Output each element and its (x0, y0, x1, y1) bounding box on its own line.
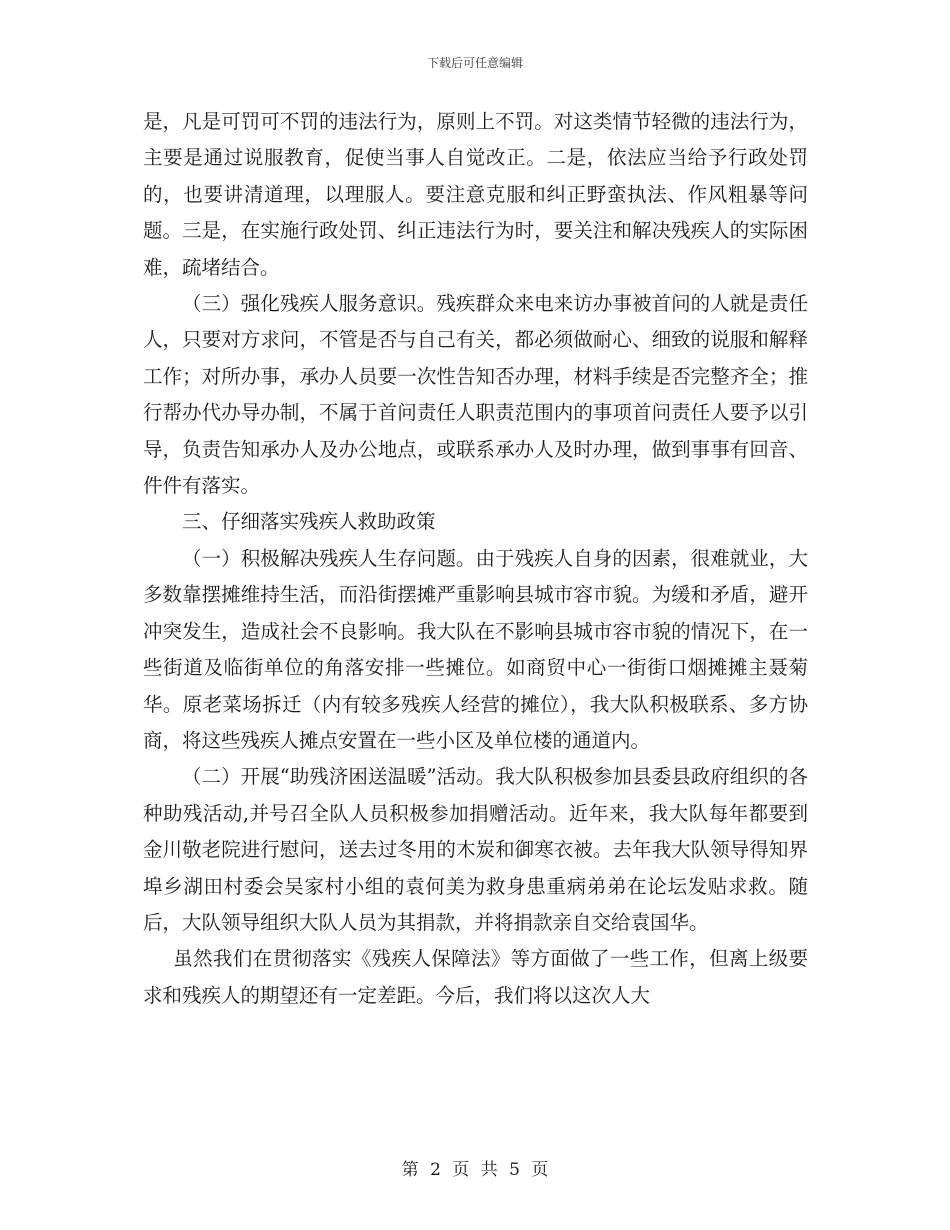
paragraph-survival-issues: （一）积极解决残疾人生存问题。由于残疾人自身的因素，很难就业，大多数靠摆摊维持生活，而沿街摆摊严重影响县城市容市貌。为缓和矛盾，避开冲突发生，造成社会不良影响。我大队在不影响县城市容市貌的情况下，在一些街道及临街单位的角落安排一些摊位。如商贸中心一街街口烟摊摊主聂菊华。原老菜场拆迁（内有较多残疾人经营的摊位），我大队积极联系、多方协商，将这些残疾人摊点安置在一些小区及单位楼的通道内。 (143, 546, 808, 752)
page-header: 下载后可任意编辑 (426, 56, 523, 70)
document-body (143, 104, 808, 1014)
paragraph-continuation: 是，凡是可罚可不罚的违法行为，原则上不罚。对这类情节轻微的违法行为，主要是通过说服教育，促使当事人自觉改正。二是，依法应当给予行政处罚的，也要讲清道理，以理服人。要注意克服和纠正野蛮执法、作风粗暴等问题。三是，在实施行政处罚、纠正违法行为时，要关注和解决残疾人的实际困难，疏堵结合。 (143, 110, 808, 279)
paragraph-service-awareness: （三）强化残疾人服务意识。残疾群众来电来访办事被首问的人就是责任人，只要对方求问，不管是否与自己有关，都必须做耐心、细致的说服和解释工作；对所办事，承办人员要一次性告知否办理，材料手续是否完整齐全；推行帮办代办导办制，不属于首问责任人职责范围内的事项首问责任人要予以引导，负责告知承办人及办公地点，或联系承办人及时办理，做到事事有回音、件件有落实。 (143, 292, 808, 498)
section-heading-three: 三、仔细落实残疾人救助政策 (182, 510, 436, 534)
paragraph-warmth-campaign: （二）开展“助残济困送温暖”活动。我大队积极参加县委县政府组织的各种助残活动,并号召全队人员积极参加捐赠活动。近年来，我大队每年都要到金川敬老院进行慰问，送去过冬用的木炭和御寒衣被。去年我大队领导得知界埠乡湖田村委会吴家村小组的袁何美为救身患重病弟弟在论坛发贴求救。随后，大队领导组织大队人员为其捐款，并将捐款亲自交给袁国华。 (143, 765, 808, 934)
page-footer: 第 2 页 共 5 页 (401, 1160, 549, 1180)
paragraph-conclusion: 虽然我们在贯彻落实《残疾人保障法》等方面做了一些工作，但离上级要求和残疾人的期望还有一定差距。今后，我们将以这次人大 (143, 947, 808, 1007)
